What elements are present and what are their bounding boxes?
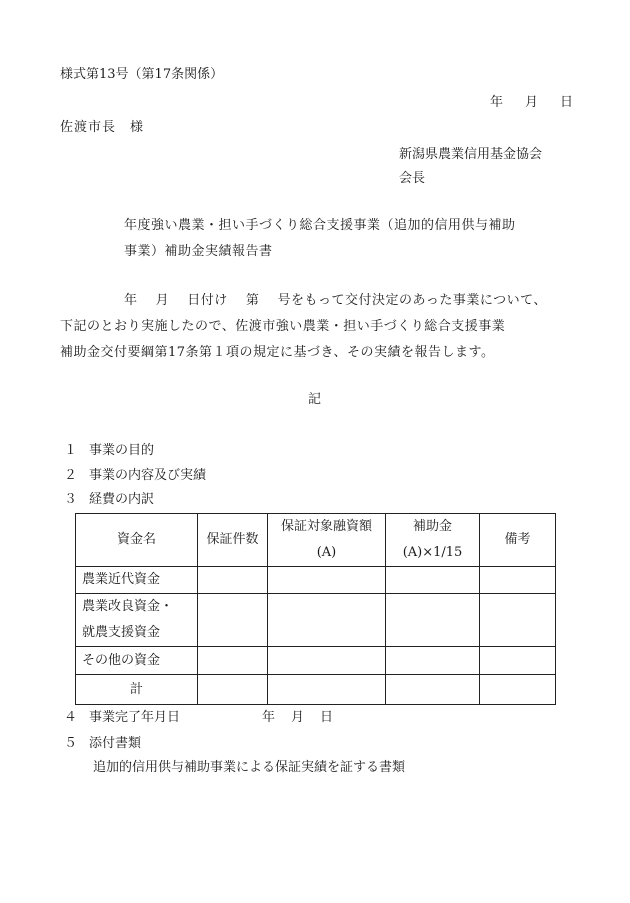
header-guarantee-count: 保証件数 [198, 514, 268, 567]
header-guaranteed-amount [268, 514, 386, 567]
header-subsidy [386, 514, 480, 567]
row-label: 農業近代資金 [76, 567, 198, 594]
item-number: ３ [64, 492, 78, 507]
table-cell [386, 594, 480, 647]
table-cell [198, 567, 268, 594]
table-row [76, 567, 556, 594]
table-cell [198, 675, 268, 705]
item-number: ５ [64, 736, 78, 751]
table-cell [198, 647, 268, 675]
completion-date [262, 711, 333, 724]
item-number: １ [64, 443, 78, 458]
form-number: 様式第13号（第17条関係） [60, 67, 224, 82]
table-cell [386, 567, 480, 594]
body-line2: 下記のとおり実施したので、佐渡市強い農業・担い手づくり総合支援事業 [60, 319, 506, 334]
row-label: その他の資金 [76, 647, 198, 675]
completion-day: 日 [320, 710, 334, 725]
item-number: ４ [64, 710, 78, 725]
item-1 [64, 444, 154, 457]
document-title-line1: 年度強い農業・担い手づくり総合支援事業（追加的信用供与補助 [124, 218, 516, 233]
sender-organization: 新潟県農業信用基金協会 [399, 147, 543, 162]
header-subsidy-line2: (A)×1/15 [402, 545, 463, 560]
completion-year: 年 [262, 710, 276, 725]
body-line3: 補助金交付要綱第17条第１項の規定に基づき、その実績を報告します。 [60, 345, 495, 360]
table-cell [386, 647, 480, 675]
table-cell [268, 594, 386, 647]
expense-table [75, 513, 556, 705]
item-text: 事業の内容及び実績 [89, 468, 207, 483]
table-row [76, 647, 556, 675]
header-guaranteed-amount-line2: (A) [316, 545, 337, 560]
item-text: 事業の目的 [89, 443, 155, 458]
body-line1: 年 月 日付け 第 号をもって交付決定のあった事業について、 [124, 293, 547, 308]
table-cell [386, 675, 480, 705]
completion-month: 月 [291, 710, 305, 725]
header-remarks: 備考 [480, 514, 556, 567]
table-cell [480, 675, 556, 705]
item-number: ２ [64, 468, 78, 483]
item-text: 事業完了年月日 [89, 710, 181, 725]
row-label-line2: 就農支援資金 [82, 625, 161, 640]
table-cell [268, 567, 386, 594]
document-title [124, 213, 584, 265]
date-day: 日 [560, 95, 574, 110]
table-cell [268, 675, 386, 705]
date-month: 月 [525, 95, 539, 110]
item-5 [64, 737, 141, 750]
ki-heading: 記 [308, 392, 322, 407]
table-cell [480, 567, 556, 594]
sender-title: 会長 [399, 171, 426, 186]
item-2 [64, 469, 206, 482]
table-total-row [76, 675, 556, 705]
table-row [76, 594, 556, 647]
date-line [490, 96, 573, 109]
row-label-line1: 農業改良資金・ [82, 599, 174, 614]
attachment-detail: 追加的信用供与補助事業による保証実績を証する書類 [93, 760, 406, 775]
addressee: 佐渡市長 様 [60, 120, 145, 135]
item-3 [64, 493, 154, 506]
item-4 [64, 711, 180, 724]
table-header-row [76, 514, 556, 567]
table-cell [480, 647, 556, 675]
row-label [76, 594, 198, 647]
table-cell [198, 594, 268, 647]
date-year: 年 [490, 95, 504, 110]
header-fund-name: 資金名 [76, 514, 198, 567]
row-label-total: 計 [76, 675, 198, 705]
body-text [60, 288, 580, 366]
table-cell [480, 594, 556, 647]
header-subsidy-line1: 補助金 [412, 519, 452, 534]
document-title-line2: 事業）補助金実績報告書 [124, 244, 273, 259]
item-text: 添付書類 [89, 736, 142, 751]
table-cell [268, 647, 386, 675]
header-guaranteed-amount-line1: 保証対象融資額 [280, 519, 372, 534]
item-text: 経費の内訳 [89, 492, 155, 507]
